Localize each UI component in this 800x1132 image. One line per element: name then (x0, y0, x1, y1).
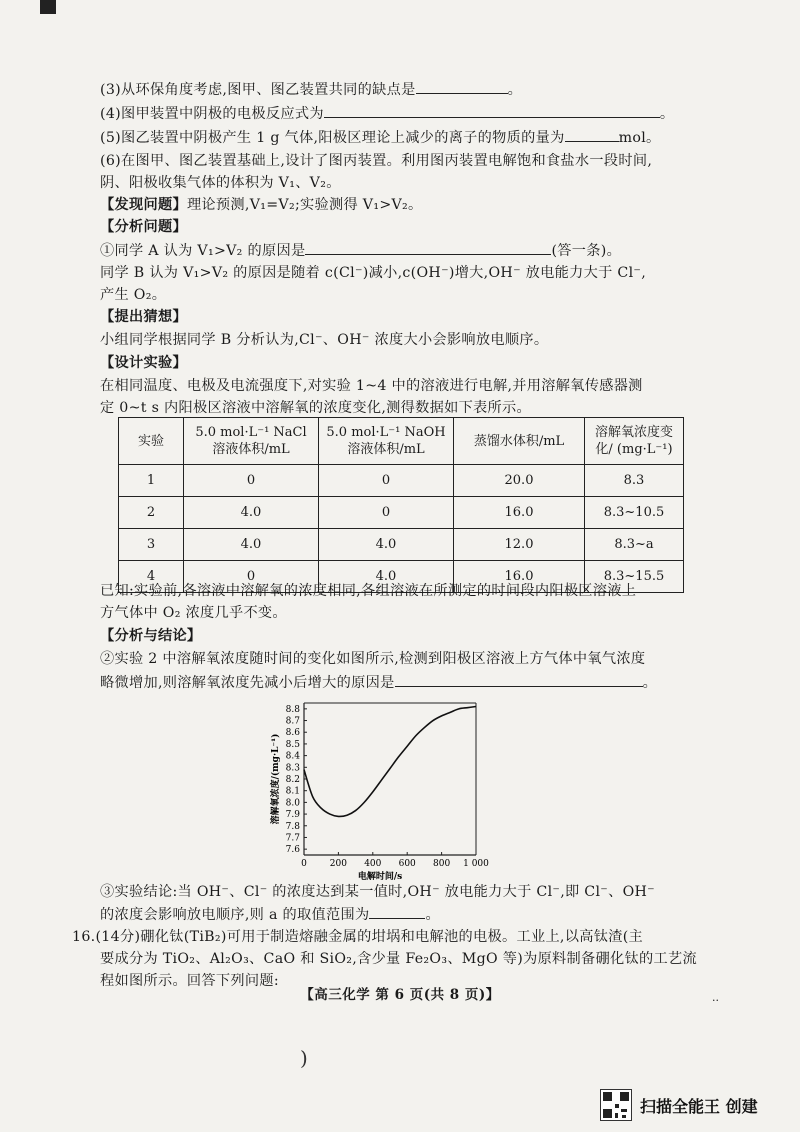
table-cell: 8.3 (585, 465, 684, 497)
question-16-line1: 16.(14分)硼化钛(TiB₂)可用于制造熔融金属的坩埚和电解池的电极。工业上,以高钛渣(主 (72, 929, 644, 945)
x-tick-label: 600 (398, 859, 416, 869)
table-cell: 8.3~15.5 (585, 561, 684, 593)
question-6-line1: (6)在图甲、图乙装置基础上,设计了图丙装置。利用图丙装置电解饱和食盐水一段时间, (100, 153, 653, 169)
answer-blank-c3[interactable] (369, 904, 425, 919)
conclusion-3-line1: ③实验结论:当 OH⁻、Cl⁻ 的浓度达到某一值时,OH⁻ 放电能力大于 Cl⁻,即 Cl⁻、OH⁻ (100, 884, 655, 900)
y-tick-label: 8.0 (285, 798, 300, 809)
question-3: (3)从环保角度考虑,图甲、图乙装置共同的缺点是 。 (100, 79, 700, 100)
question-16-line2: 要成分为 TiO₂、Al₂O₃、CaO 和 SiO₂,含少量 Fe₂O₃、MgO 等)为原料制备硼化钛的工艺流 (100, 951, 697, 967)
design-line2: 定 0~t s 内阳极区溶液中溶解氧的浓度变化,测得数据如下表所示。 (100, 400, 532, 416)
y-tick-label: 8.7 (285, 716, 300, 727)
table-cell: 2 (119, 497, 184, 529)
table-cell: 12.0 (454, 529, 585, 561)
table-cell: 4 (119, 561, 184, 593)
answer-blank-4[interactable] (324, 103, 660, 118)
question-5: (5)图乙装置中阴极产生 1 g 气体,阳极区理论上减少的离子的物质的量为 mol。 (100, 127, 700, 148)
table-cell: 4.0 (319, 529, 454, 561)
table-header-row (119, 418, 684, 465)
question-4: (4)图甲装置中阴极的电极反应式为 。 (100, 103, 700, 124)
table-cell: 0 (319, 465, 454, 497)
analyze-student-b-line1: 同学 B 认为 V₁>V₂ 的原因是随着 c(Cl⁻)减小,c(OH⁻)增大,OH⁻ 放电能力大于 Cl⁻, (100, 265, 647, 281)
analyze-heading: 【分析问题】 (100, 219, 187, 235)
question-16-line3: 程如图所示。回答下列问题: (100, 973, 279, 989)
table-cell: 4.0 (184, 529, 319, 561)
y-tick-label: 8.4 (285, 751, 300, 762)
answer-blank-c2[interactable] (395, 672, 643, 687)
design-heading: 【设计实验】 (100, 355, 187, 371)
stray-mark: ·· (712, 994, 719, 1007)
table-header: 实验 (119, 418, 184, 465)
y-tick-label: 8.3 (285, 763, 300, 774)
y-tick-label: 8.5 (285, 739, 300, 750)
table-cell: 8.3~10.5 (585, 497, 684, 529)
answer-blank-3[interactable] (416, 79, 508, 94)
table-cell: 16.0 (454, 497, 585, 529)
y-axis-label: 溶解氧浓度/(mg·L⁻¹) (271, 733, 281, 825)
table-header: 蒸馏水体积/mL (454, 418, 585, 465)
table-cell: 20.0 (454, 465, 585, 497)
y-tick-label: 7.8 (285, 821, 300, 832)
known-line2: 方气体中 O₂ 浓度几乎不变。 (100, 605, 287, 621)
table-header: 溶解氧浓度变化/ (mg·L⁻¹) (585, 418, 684, 465)
experiment-table (118, 417, 684, 593)
page-footer: 【高三化学 第 6 页(共 8 页)】 (300, 987, 500, 1003)
dissolved-oxygen-chart (268, 695, 498, 885)
watermark-text: 扫描全能王 创建 (640, 1096, 758, 1116)
y-tick-label: 8.8 (285, 704, 300, 715)
x-axis-label: 电解时间/s (357, 872, 403, 882)
y-tick-label: 7.6 (285, 845, 300, 856)
discover-problem: 【发现问题】理论预测,V₁=V₂;实验测得 V₁>V₂。 (100, 197, 423, 213)
table-cell: 8.3~a (585, 529, 684, 561)
x-tick-label: 400 (364, 859, 382, 869)
answer-blank-a[interactable] (305, 240, 551, 255)
table-header: 5.0 mol·L⁻¹ NaCl 溶液体积/mL (184, 418, 319, 465)
qr-code-icon (600, 1089, 632, 1121)
guess-heading: 【提出猜想】 (100, 309, 187, 325)
y-tick-label: 8.2 (285, 775, 300, 785)
conclusion-2-line2: 略微增加,则溶解氧浓度先减小后增大的原因是 。 (100, 672, 700, 693)
table-row (119, 465, 684, 497)
table-header: 5.0 mol·L⁻¹ NaOH 溶液体积/mL (319, 418, 454, 465)
analyze-student-b-line2: 产生 O₂。 (100, 287, 167, 303)
table-cell: 0 (184, 465, 319, 497)
table-cell: 4.0 (319, 561, 454, 593)
table-row (119, 529, 684, 561)
conclusion-2-line1: ②实验 2 中溶解氧浓度随时间的变化如图所示,检测到阳极区溶液上方气体中氧气浓度 (100, 651, 646, 667)
question-6-line2: 阴、阳极收集气体的体积为 V₁、V₂。 (100, 175, 341, 191)
conclusion-heading: 【分析与结论】 (100, 628, 202, 644)
guess-text: 小组同学根据同学 B 分析认为,Cl⁻、OH⁻ 浓度大小会影响放电顺序。 (100, 332, 549, 348)
y-tick-label: 7.7 (285, 833, 300, 844)
x-tick-label: 0 (301, 859, 307, 869)
y-tick-label: 7.9 (285, 810, 300, 821)
table-cell: 0 (319, 497, 454, 529)
x-tick-label: 1 000 (463, 859, 489, 869)
table-cell: 0 (184, 561, 319, 593)
x-tick-label: 200 (329, 859, 347, 869)
table-cell: 4.0 (184, 497, 319, 529)
table-cell: 3 (119, 529, 184, 561)
analyze-student-a: ①同学 A 认为 V₁>V₂ 的原因是 (答一条)。 (100, 240, 700, 261)
x-tick-label: 800 (433, 859, 451, 869)
y-tick-label: 8.6 (285, 728, 300, 739)
known-line1: 已知:实验前,各溶液中溶解氧的浓度相同,各组溶液在所测定的时间段内阳极区溶液上 (100, 583, 637, 599)
binding-mark: ) (300, 1046, 308, 1070)
conclusion-3-line2: 的浓度会影响放电顺序,则 a 的取值范围为 。 (100, 904, 700, 925)
table-row (119, 497, 684, 529)
answer-blank-5[interactable] (565, 127, 619, 142)
series-line (304, 707, 476, 817)
design-line1: 在相同温度、电极及电流强度下,对实验 1~4 中的溶液进行电解,并用溶解氧传感器测 (100, 378, 643, 394)
scanner-watermark (600, 1089, 758, 1121)
y-tick-label: 8.1 (285, 786, 300, 797)
table-cell: 16.0 (454, 561, 585, 593)
table-cell: 1 (119, 465, 184, 497)
